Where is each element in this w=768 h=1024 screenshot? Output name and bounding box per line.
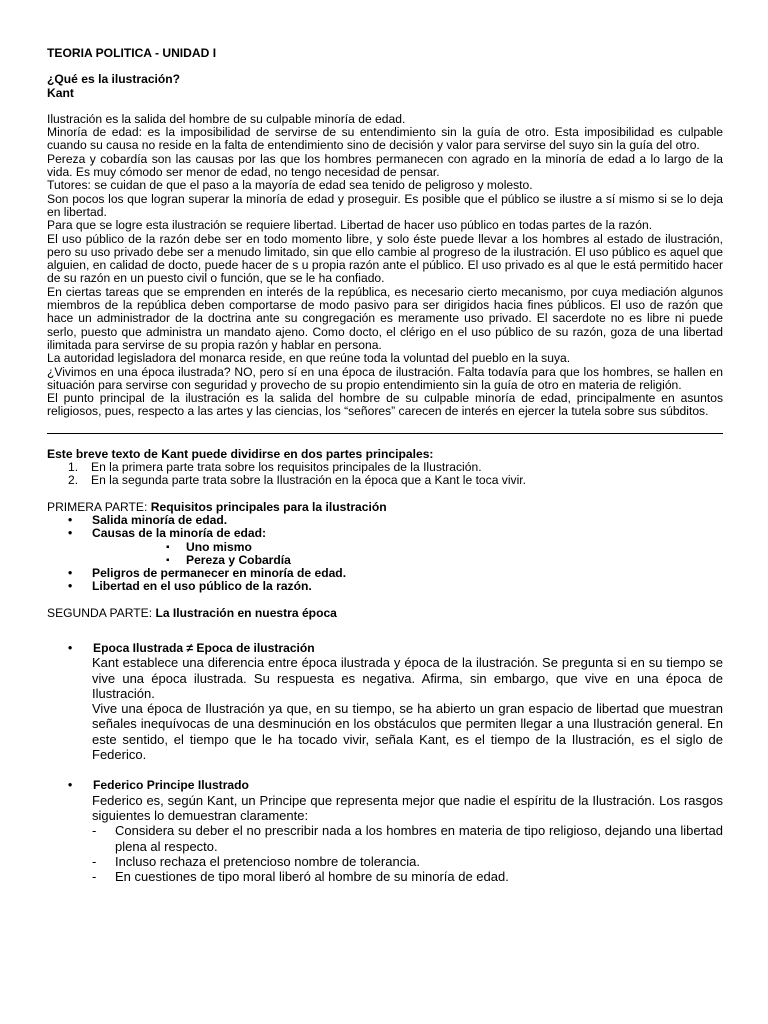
part2-heading xyxy=(47,607,723,620)
sub-list-item-text: Pereza y Cobardía xyxy=(186,552,291,567)
paragraph: La autoridad legisladora del monarca reside, en que reúne toda la voluntad del pueblo en la suya. xyxy=(47,351,571,366)
list-number: 1. xyxy=(68,460,79,475)
dash-list-item xyxy=(92,869,723,884)
document-title: TEORIA POLITICA - UNIDAD I xyxy=(47,46,217,60)
square-bullet-icon: ▪ xyxy=(166,554,170,566)
list-item-text: Salida minoría de edad. xyxy=(92,512,228,527)
list-item xyxy=(68,567,723,580)
paragraph: Kant establece una diferencia entre época ilustrada y época de la ilustración. Se pregunta si en su tiempo se vive una época ilustrada. Su respuesta es negativa. Afirma, sin embargo, que vive en una época de Ilustración. xyxy=(92,655,723,701)
paragraph: Federico es, según Kant, un Principe que representa mejor que nadie el espíritu de la Ilustración. Los rasgos siguientes lo demuestran claramente: xyxy=(92,792,723,823)
paragraph: Minoría de edad: es la imposibilidad de servirse de su entendimiento sin la guía de otro. Esta imposibilidad es culpable cuando su causa no reside en la falta de entendimiento sino de decisión y valor para servirse del suyo sin la guía del otro. xyxy=(47,125,723,153)
list-item-title: Epoca Ilustrada ≠ Epoca de ilustración xyxy=(93,640,315,655)
list-item xyxy=(68,779,723,792)
dash-list-item xyxy=(92,823,723,854)
dash-list-item xyxy=(92,854,723,869)
part1-heading xyxy=(47,501,723,514)
dash-list-item-text: Incluso rechaza el pretencioso nombre de tolerancia. xyxy=(115,853,420,869)
paragraph: En ciertas tareas que se emprenden en interés de la república, es necesario cierto mecanismo, por cuya mediación algunos miembros de la república deben comportarse de modo pasivo para ser dirigidos hacia fines públicos. El uso de razón que hace un administrador de la doctrina ante su congregación es meramente uso privado. El sacerdote no es libre ni puede serlo, puesto que administra un mandato ajeno. Como docto, el clérigo en el uso público de su razón, goza de una libertad ilimitada para servirse de su propia razón y hablar en persona. xyxy=(47,284,723,352)
bullet-icon: • xyxy=(68,512,73,527)
paragraph: ¿Vivimos en una época ilustrada? NO, pero sí en una época de ilustración. Falta todavía para que los hombres, se hallen en situación para servirse con seguridad y provecho de su propio entendimiento sin la guía de otro en materia de religión. xyxy=(47,364,723,392)
part2-section xyxy=(47,642,723,884)
bullet-icon: • xyxy=(68,778,73,793)
dash-list-item-text: Considera su deber el no prescribir nada a los hombres en materia de tipo religioso, dejando una libertad plena al respecto. xyxy=(115,823,723,854)
bullet-icon: • xyxy=(68,526,73,541)
paragraph: Ilustración es la salida del hombre de su culpable minoría de edad. xyxy=(47,111,406,126)
list-item-title: Federico Principe Ilustrado xyxy=(93,778,249,793)
bullet-icon: • xyxy=(68,566,73,581)
square-bullet-icon: ▪ xyxy=(166,541,170,553)
division-heading: Este breve texto de Kant puede dividirse en dos partes principales: xyxy=(47,446,434,461)
list-item xyxy=(68,461,723,474)
dash-bullet-icon: - xyxy=(92,869,97,885)
part2-label: SEGUNDA PARTE: xyxy=(47,605,153,620)
list-item-text: Libertad en el uso público de la razón. xyxy=(92,579,312,594)
part2-title: La Ilustración en nuestra época xyxy=(155,605,337,620)
paragraph: El punto principal de la ilustración es la salida del hombre de su culpable minoría de edad, principalmente en asuntos religiosos, pues, respecto a las artes y las ciencias, los “señores” carecen de interés en ejercer la tutela sobre sus súbditos. xyxy=(47,391,723,419)
list-item xyxy=(68,527,723,540)
dash-bullet-icon: - xyxy=(92,853,97,869)
bullet-icon: • xyxy=(68,640,73,655)
paragraph: Son pocos los que logran superar la minoría de edad y proseguir. Es posible que el público se ilustre a sí mismo si se lo deja en libertad. xyxy=(47,191,723,219)
document-body xyxy=(47,47,723,884)
dash-bullet-icon: - xyxy=(92,823,97,839)
sub-list-item xyxy=(166,554,723,567)
list-item xyxy=(68,642,723,655)
part1-title: Requisitos principales para la ilustración xyxy=(150,499,387,514)
paragraph: El uso público de la razón debe ser en todo momento libre, y solo éste puede llevar a los hombres al estado de ilustración, pero su uso privado debe ser a menudo limitado, sin que ello cambie al progreso de la ilustración. El uso público es aquel que alguien, en calidad de docto, puede hacer de s u propia razón ante el público. El uso privado es al que le está permitido hacer de su razón en un puesto civil o función, que se le ha confiado. xyxy=(47,231,723,286)
list-item-text: Peligros de permanecer en minoría de edad. xyxy=(92,566,347,581)
bullet-icon: • xyxy=(68,579,73,594)
paragraph: Tutores: se cuidan de que el paso a la mayoría de edad sea tenido de peligroso y molesto. xyxy=(47,178,533,193)
sub-list-item xyxy=(166,541,723,554)
list-item xyxy=(68,474,723,487)
list-number: 2. xyxy=(68,473,79,488)
paragraph: Vive una época de Ilustración ya que, en su tiempo, se ha abierto un gran espacio de libertad que muestran señales inequívocas de una desminución en los obstáculos que permiten llegar a una Ilustración general. En este sentido, el tiempo que le ha tocado vivir, señala Kant, es el tiempo de la Ilustración, es el siglo de Federico. xyxy=(92,701,723,763)
paragraph: Para que se logre esta ilustración se requiere libertad. Libertad de hacer uso público en todas partes de la razón. xyxy=(47,218,653,233)
paragraph: Pereza y cobardía son las causas por las que los hombres permanecen con agrado en la minoría de edad a lo largo de la vida. Es muy cómodo ser menor de edad, no tengo necesidad de pensar. xyxy=(47,151,723,180)
author-heading: Kant xyxy=(47,85,74,100)
list-item xyxy=(68,514,723,527)
list-item-text: En la segunda parte trata sobre la Ilustración en la época que a Kant le toca vivir. xyxy=(91,473,526,488)
dash-list-item-text: En cuestiones de tipo moral liberó al hombre de su minoría de edad. xyxy=(115,869,509,885)
question-heading: ¿Qué es la ilustración? xyxy=(47,72,181,87)
sub-list-item-text: Uno mismo xyxy=(186,539,252,554)
list-item xyxy=(68,580,723,593)
part1-label: PRIMERA PARTE: xyxy=(47,499,148,514)
list-item-text: Causas de la minoría de edad: xyxy=(92,526,267,541)
list-item-text: En la primera parte trata sobre los requisitos principales de la Ilustración. xyxy=(91,460,482,475)
horizontal-divider xyxy=(47,433,723,434)
